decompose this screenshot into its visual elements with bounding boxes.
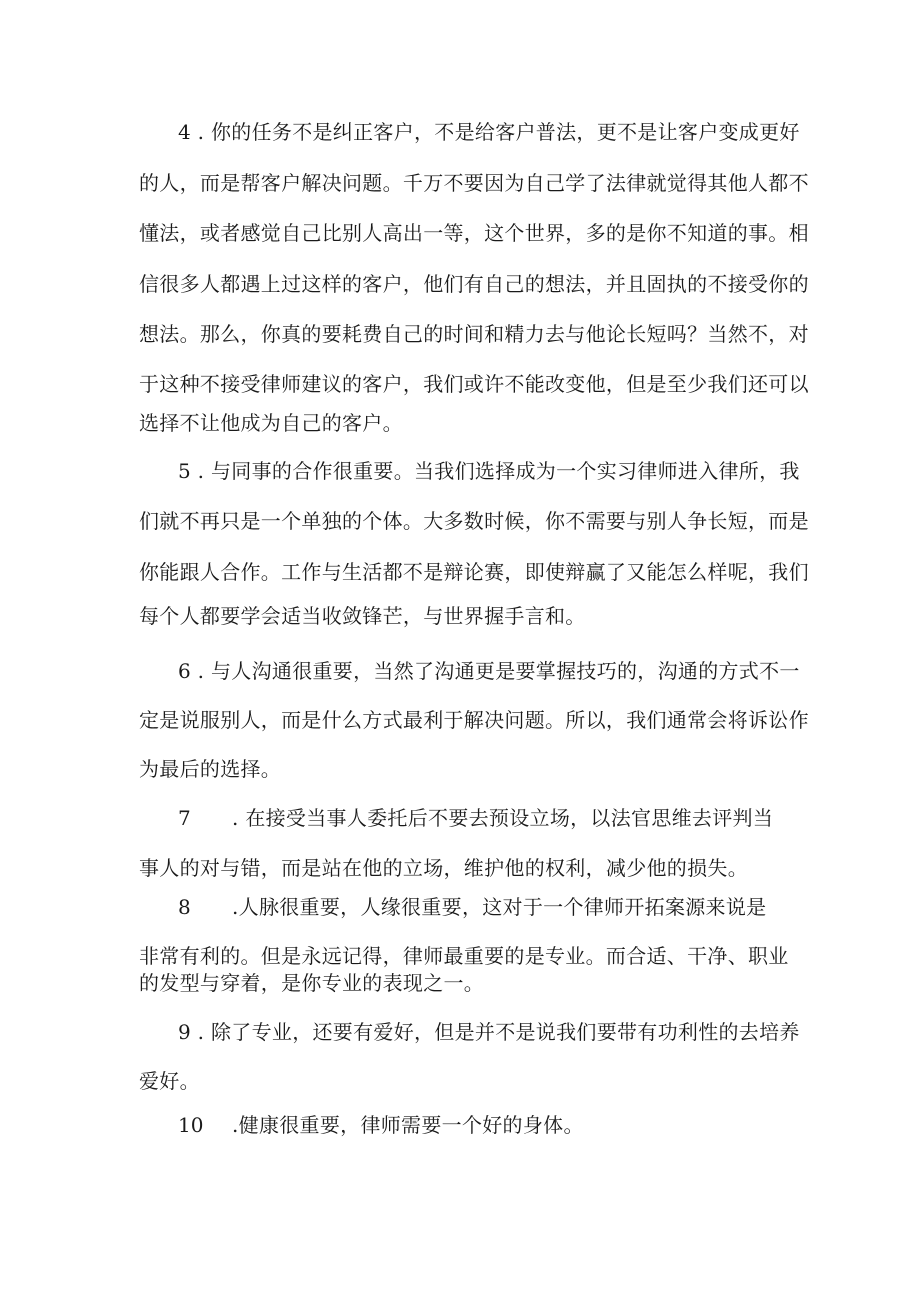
paragraph-6-line-2: 定是说服别人，而是什么方式最利于解决问题。所以，我们通常会将诉讼作 [139,708,809,732]
paragraph-4-line-7: 选择不让他成为自己的客户。 [139,411,403,435]
paragraph-5-line-2: 们就不再只是一个单独的个体。大多数时候，你不需要与别人争长短，而是 [139,509,809,533]
paragraph-4-line-2: 的人，而是帮客户解决问题。千万不要因为自己学了法律就觉得其他人都不 [139,171,809,195]
paragraph-6-line-1: 6 . 与人沟通很重要，当然了沟通更是要掌握技巧的，沟通的方式不一 [178,659,800,683]
paragraph-7-line-1: . 在接受当事人委托后不要去预设立场，以法官思维去评判当 [232,806,774,830]
paragraph-4-line-6: 于这种不接受律师建议的客户，我们或许不能改变他，但是至少我们还可以 [139,372,809,396]
paragraph-6-line-3: 为最后的选择。 [139,757,282,781]
paragraph-8-line-3: 的发型与穿着，是你专业的表现之一。 [139,971,485,995]
paragraph-8-line-1: .人脉很重要，人缘很重要，这对于一个律师开拓案源来说是 [232,895,767,919]
paragraph-10-number: 10 [178,1113,204,1137]
paragraph-4-line-3: 懂法，或者感觉自己比别人高出一等，这个世界，多的是你不知道的事。相 [139,221,809,245]
paragraph-8-line-2: 非常有利的。但是永远记得，律师最重要的是专业。而合适、干净、职业 [139,944,789,968]
paragraph-8-number: 8 [178,895,191,919]
paragraph-4-line-4: 信很多人都遇上过这样的客户，他们有自己的想法，并且固执的不接受你的 [139,272,809,296]
paragraph-4-line-5: 想法。那么，你真的要耗费自己的时间和精力去与他论长短吗？当然不，对 [139,322,809,346]
paragraph-4-line-1: 4 . 你的任务不是纠正客户，不是给客户普法，更不是让客户变成更好 [178,120,800,144]
paragraph-9-line-2: 爱好。 [139,1069,200,1093]
paragraph-7-number: 7 [178,806,191,830]
paragraph-5-line-4: 每个人都要学会适当收敛锋芒，与世界握手言和。 [139,604,586,628]
paragraph-5-line-1: 5 . 与同事的合作很重要。当我们选择成为一个实习律师进入律所，我 [178,459,800,483]
paragraph-9-line-1: 9 . 除了专业，还要有爱好，但是并不是说我们要带有功利性的去培养 [178,1020,800,1044]
paragraph-7-line-2: 事人的对与错，而是站在他的立场，维护他的权利，减少他的损失。 [139,856,748,880]
paragraph-5-line-3: 你能跟人合作。工作与生活都不是辩论赛，即使辩赢了又能怎么样呢，我们 [139,560,809,584]
paragraph-10-line-1: .健康很重要，律师需要一个好的身体。 [232,1113,584,1137]
